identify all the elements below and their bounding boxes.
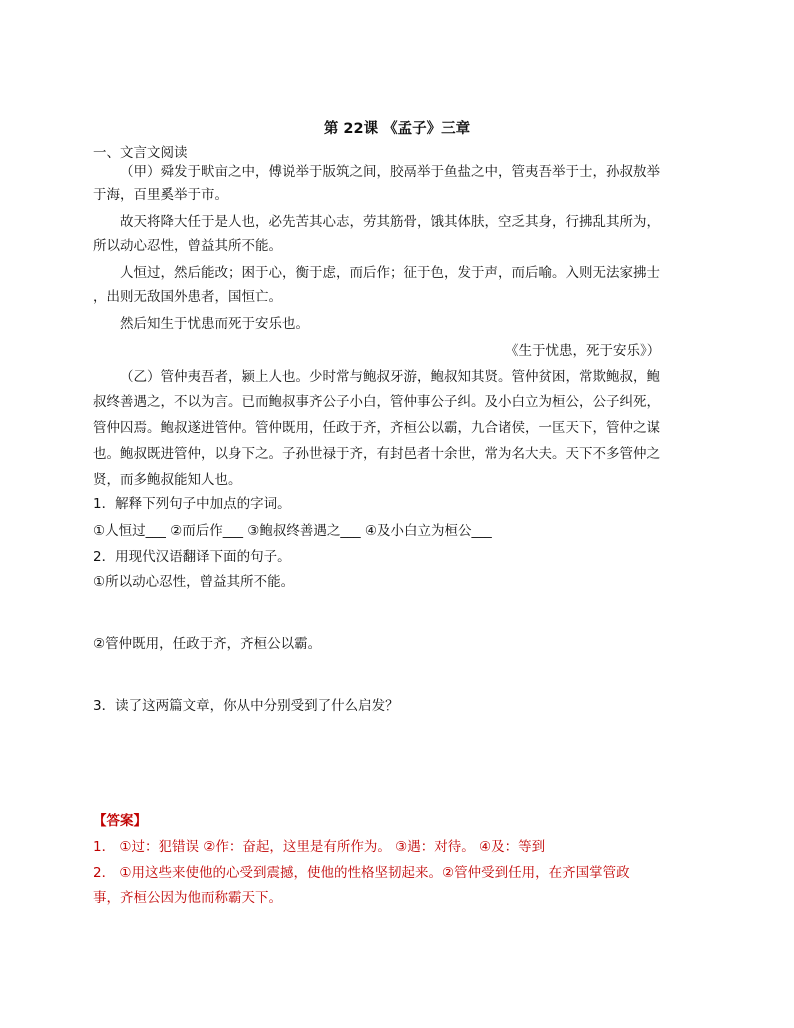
- question-2-item-1: ①所以动心忍性，曾益其所不能。: [93, 574, 295, 590]
- answer-2-line-2: 事，齐桓公因为他而称霸天下。: [93, 890, 282, 906]
- question-1: 1．解释下列句子中加点的字词。: [93, 496, 291, 512]
- passage-yi-line-1: （乙）管仲夷吾者，颍上人也。少时常与鲍叔牙游，鲍叔知其贤。管仲贫困，常欺鲍叔，鲍: [120, 369, 660, 385]
- passage-jia-line-7: 然后知生于忧患而死于安乐也。: [120, 316, 309, 332]
- passage-jia-line-5: 人恒过，然后能改；困于心，衡于虑，而后作；征于色，发于声，而后喻。入则无法家拂士: [120, 265, 660, 281]
- question-2: 2．用现代汉语翻译下面的句子。: [93, 549, 291, 565]
- answer-label: 【答案】: [93, 813, 147, 829]
- answer-2-line-1: 2． ①用这些来使他的心受到震撼，使他的性格坚韧起来。②管仲受到任用，在齐国掌管政: [93, 865, 630, 881]
- question-2-item-2: ②管仲既用，任政于齐，齐桓公以霸。: [93, 636, 322, 652]
- passage-yi-line-2: 叔终善遇之，不以为言。已而鲍叔事齐公子小白，管仲事公子纠。及小白立为桓公，公子纠死，: [93, 394, 660, 410]
- passage-jia-line-6: ，出则无敌国外患者，国恒亡。: [93, 289, 282, 305]
- passage-yi-line-4: 也。鲍叔既进管仲，以身下之。子孙世禄于齐，有封邑者十余世，常为名大夫。天下不多管仲之: [93, 446, 660, 462]
- question-1-items: ①人恒过___ ②而后作___ ③鲍叔终善遇之___ ④及小白立为桓公___: [93, 523, 492, 539]
- passage-jia-line-4: 所以动心忍性，曾益其所不能。: [93, 238, 282, 254]
- section-heading: 一、文言文阅读: [93, 145, 188, 161]
- question-3: 3．读了这两篇文章，你从中分别受到了什么启发？: [93, 698, 399, 714]
- passage-yi-line-5: 贤，而多鲍叔能知人也。: [93, 472, 242, 488]
- passage-jia-source: 《生于忧患，死于安乐》）: [505, 343, 661, 359]
- passage-jia-line-3: 故天将降大任于是人也，必先苦其心志，劳其筋骨，饿其体肤，空乏其身，行拂乱其所为，: [120, 214, 660, 230]
- passage-jia-line-1: （甲）舜发于畎亩之中，傅说举于版筑之间，胶鬲举于鱼盐之中，管夷吾举于士，孙叔敖举: [120, 164, 660, 180]
- answer-1: 1． ①过：犯错误 ②作：奋起，这里是有所作为。 ③遇：对待。 ④及：等到: [93, 839, 546, 855]
- passage-yi-line-3: 管仲囚焉。鲍叔遂进管仲。管仲既用，任政于齐，齐桓公以霸，九合诸侯，一匡天下，管仲之谋: [93, 420, 660, 436]
- page-title: 第 22课 《孟子》三章: [323, 121, 471, 137]
- passage-jia-line-2: 于海，百里奚举于市。: [93, 187, 228, 203]
